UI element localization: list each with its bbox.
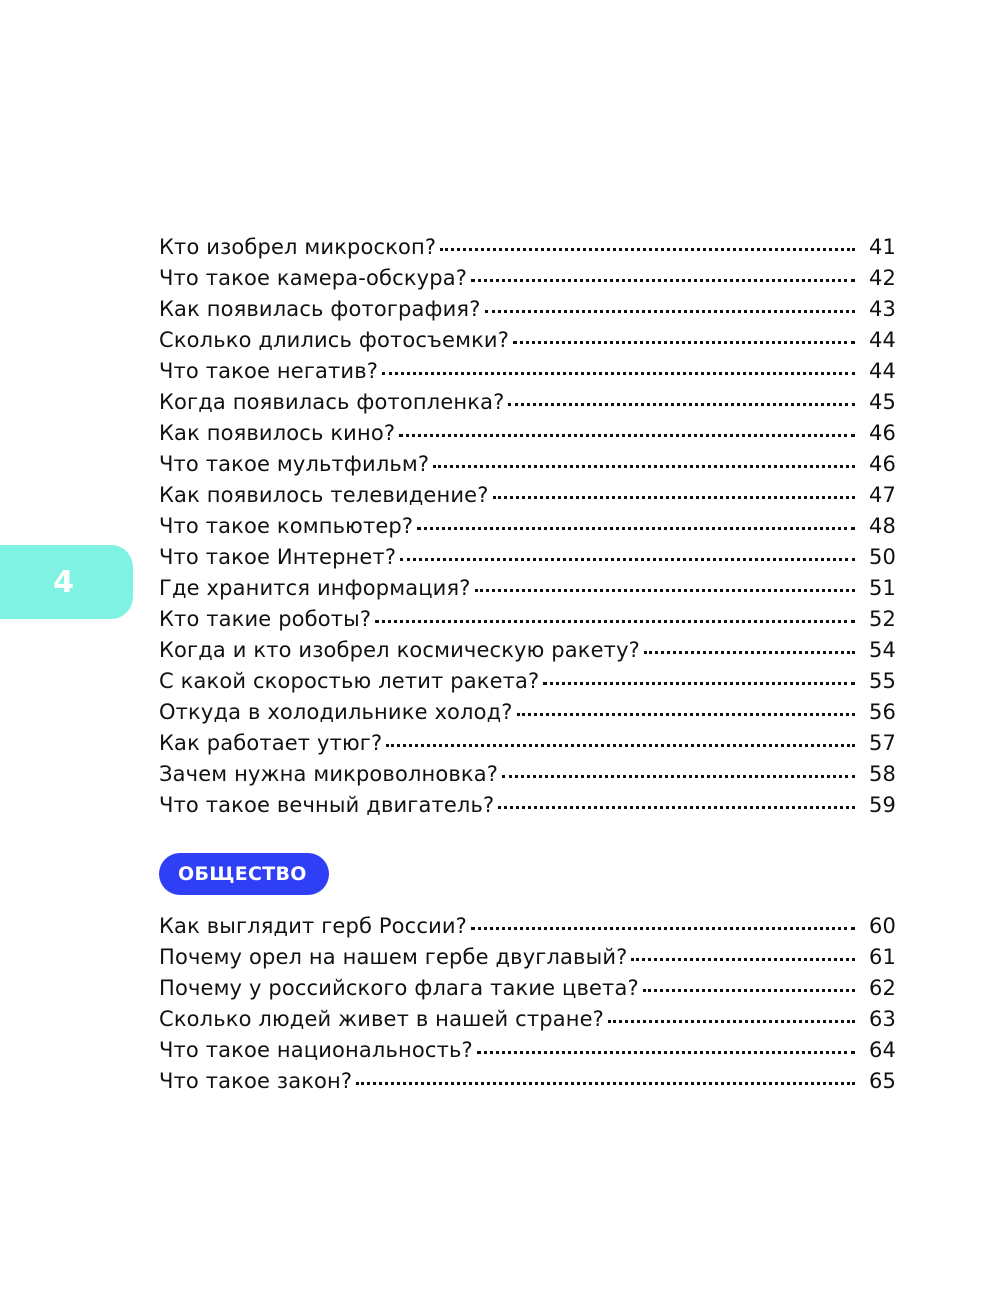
section-header-label: ОБЩЕСТВО	[178, 863, 307, 885]
toc-entry-title: Что такое национальность?	[159, 1038, 473, 1062]
toc-entry-page-number: 54	[868, 638, 896, 662]
dot-leader	[508, 403, 855, 406]
toc-entry-title: Откуда в холодильнике холод?	[159, 700, 513, 724]
toc-entry-page-number: 46	[868, 452, 896, 476]
toc-entry[interactable]	[159, 1004, 896, 1035]
toc-entry-page-number: 47	[868, 483, 896, 507]
toc-entry-page-number: 51	[868, 576, 896, 600]
toc-entry[interactable]	[159, 728, 896, 759]
toc-entry[interactable]	[159, 480, 896, 511]
toc-entry-title: Что такое Интернет?	[159, 545, 397, 569]
toc-entry-title: Зачем нужна микроволновка?	[159, 762, 499, 786]
toc-entry[interactable]	[159, 418, 896, 449]
dot-leader	[386, 744, 855, 747]
toc-entry-page-number: 42	[868, 266, 896, 290]
dot-leader	[493, 496, 855, 499]
toc-entry-page-number: 63	[868, 1007, 896, 1031]
dot-leader	[417, 527, 855, 530]
toc-entry[interactable]	[159, 759, 896, 790]
dot-leader	[477, 1051, 855, 1054]
toc-entry-page-number: 65	[868, 1069, 896, 1093]
toc-entry[interactable]	[159, 356, 896, 387]
dot-leader	[356, 1082, 855, 1085]
toc-entry-page-number: 46	[868, 421, 896, 445]
dot-leader	[400, 558, 855, 561]
toc-entry-title: С какой скоростью летит ракета?	[159, 669, 540, 693]
toc-entry[interactable]	[159, 666, 896, 697]
toc-entry-title: Как работает утюг?	[159, 731, 383, 755]
toc-entry[interactable]	[159, 294, 896, 325]
toc-entry-page-number: 44	[868, 359, 896, 383]
toc-entry[interactable]	[159, 511, 896, 542]
toc-entry[interactable]	[159, 1066, 896, 1097]
toc-entry[interactable]	[159, 697, 896, 728]
toc-entry[interactable]	[159, 325, 896, 356]
toc-entry-title: Что такое вечный двигатель?	[159, 793, 495, 817]
toc-entry[interactable]	[159, 449, 896, 480]
dot-leader	[485, 310, 855, 313]
toc-entry-page-number: 48	[868, 514, 896, 538]
toc-entry-title: Почему у российского флага такие цвета?	[159, 976, 639, 1000]
toc-entry-title: Что такое негатив?	[159, 359, 379, 383]
dot-leader	[433, 465, 855, 468]
dot-leader	[471, 279, 855, 282]
dot-leader	[543, 682, 855, 685]
toc-entry-title: Как выглядит герб России?	[159, 914, 467, 938]
dot-leader	[399, 434, 855, 437]
dot-leader	[440, 248, 855, 251]
toc-entry-title: Кто такие роботы?	[159, 607, 372, 631]
toc-entry-title: Почему орел на нашем гербе двуглавый?	[159, 945, 628, 969]
toc-entry-page-number: 55	[868, 669, 896, 693]
dot-leader	[375, 620, 855, 623]
toc-entry-page-number: 61	[868, 945, 896, 969]
toc-entry-title: Сколько длились фотосъемки?	[159, 328, 510, 352]
toc-entry-page-number: 41	[868, 235, 896, 259]
page-number: 4	[53, 564, 74, 600]
dot-leader	[502, 775, 855, 778]
toc-entry-page-number: 60	[868, 914, 896, 938]
toc-entry-title: Кто изобрел микроскоп?	[159, 235, 437, 259]
dot-leader	[517, 713, 855, 716]
toc-entry[interactable]	[159, 387, 896, 418]
toc-entry-title: Как появилось телевидение?	[159, 483, 489, 507]
toc-entry-page-number: 43	[868, 297, 896, 321]
toc-entry-title: Когда и кто изобрел космическую ракету?	[159, 638, 640, 662]
toc-entry-title: Сколько людей живет в нашей стране?	[159, 1007, 604, 1031]
toc-entry-page-number: 50	[868, 545, 896, 569]
toc-entry[interactable]	[159, 1035, 896, 1066]
toc-entry-page-number: 59	[868, 793, 896, 817]
toc-entry-page-number: 45	[868, 390, 896, 414]
toc-entry-page-number: 62	[868, 976, 896, 1000]
dot-leader	[631, 958, 855, 961]
toc-entry-page-number: 58	[868, 762, 896, 786]
toc-entry-title: Как появилась фотография?	[159, 297, 481, 321]
toc-entry[interactable]	[159, 635, 896, 666]
dot-leader	[513, 341, 855, 344]
toc-entry[interactable]	[159, 942, 896, 973]
toc-entry[interactable]	[159, 973, 896, 1004]
page-number-tab	[0, 545, 133, 619]
toc-entry-title: Когда появилась фотопленка?	[159, 390, 505, 414]
toc-entry[interactable]	[159, 542, 896, 573]
toc-entry-title: Что такое компьютер?	[159, 514, 414, 538]
toc-entry-title: Где хранится информация?	[159, 576, 471, 600]
toc-entry[interactable]	[159, 263, 896, 294]
toc-entry-page-number: 57	[868, 731, 896, 755]
dot-leader	[644, 651, 855, 654]
dot-leader	[471, 927, 855, 930]
toc-list-technology	[159, 232, 896, 821]
toc-list-society	[159, 911, 896, 1097]
toc-entry-page-number: 44	[868, 328, 896, 352]
section-header-society	[159, 853, 329, 895]
dot-leader	[475, 589, 855, 592]
toc-entry-title: Как появилось кино?	[159, 421, 396, 445]
toc-entry[interactable]	[159, 911, 896, 942]
toc-entry-title: Что такое закон?	[159, 1069, 353, 1093]
toc-entry-title: Что такое камера-обскура?	[159, 266, 468, 290]
dot-leader	[643, 989, 855, 992]
dot-leader	[382, 372, 855, 375]
dot-leader	[608, 1020, 855, 1023]
toc-entry[interactable]	[159, 573, 896, 604]
toc-entry-page-number: 64	[868, 1038, 896, 1062]
toc-entry-page-number: 52	[868, 607, 896, 631]
toc-entry[interactable]	[159, 790, 896, 821]
dot-leader	[498, 806, 855, 809]
toc-entry-title: Что такое мультфильм?	[159, 452, 430, 476]
toc-entry-page-number: 56	[868, 700, 896, 724]
toc-entry[interactable]	[159, 604, 896, 635]
toc-entry[interactable]	[159, 232, 896, 263]
